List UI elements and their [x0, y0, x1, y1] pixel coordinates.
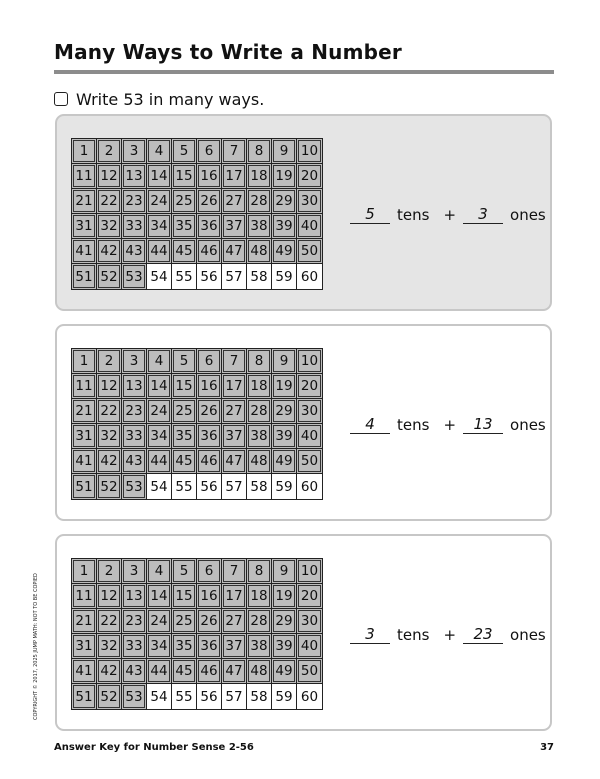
tens-label: tens [397, 206, 430, 224]
chart-cell[interactable]: 42 [97, 239, 122, 264]
question [54, 89, 264, 109]
chart-cell[interactable]: 59 [272, 474, 297, 499]
chart-cell[interactable]: 9 [272, 349, 297, 374]
chart-cell[interactable]: 10 [297, 559, 322, 584]
chart-cell[interactable]: 27 [222, 189, 247, 214]
problem-panel-1 [55, 114, 552, 311]
chart-cell[interactable]: 50 [297, 239, 322, 264]
chart-cell[interactable]: 17 [222, 164, 247, 189]
chart-cell[interactable]: 30 [297, 189, 322, 214]
chart-cell[interactable]: 54 [147, 264, 172, 289]
chart-cell[interactable]: 3 [122, 559, 147, 584]
chart-cell[interactable]: 56 [197, 684, 222, 709]
chart-cell[interactable]: 56 [197, 264, 222, 289]
chart-cell[interactable]: 46 [197, 449, 222, 474]
chart-cell[interactable]: 36 [197, 634, 222, 659]
chart-cell[interactable]: 58 [247, 474, 272, 499]
chart-cell[interactable]: 17 [222, 374, 247, 399]
chart-cell[interactable]: 43 [122, 659, 147, 684]
chart-cell[interactable]: 23 [122, 399, 147, 424]
chart-cell[interactable]: 36 [197, 424, 222, 449]
chart-cell[interactable]: 17 [222, 584, 247, 609]
chart-cell[interactable]: 48 [247, 449, 272, 474]
chart-cell[interactable]: 49 [272, 449, 297, 474]
chart-cell[interactable]: 33 [122, 214, 147, 239]
chart-cell[interactable]: 33 [122, 634, 147, 659]
chart-cell[interactable]: 2 [97, 559, 122, 584]
chart-cell[interactable]: 20 [297, 164, 322, 189]
chart-cell[interactable]: 60 [300, 478, 319, 495]
question-checkbox[interactable] [54, 92, 68, 106]
chart-cell[interactable]: 25 [172, 609, 197, 634]
chart-cell[interactable]: 34 [147, 634, 172, 659]
chart-cell[interactable]: 18 [247, 584, 272, 609]
chart-cell[interactable]: 7 [222, 349, 247, 374]
chart-cell[interactable]: 34 [147, 424, 172, 449]
problem-panel-3 [55, 534, 552, 731]
chart-cell[interactable]: 28 [247, 399, 272, 424]
chart-cell[interactable]: 42 [97, 659, 122, 684]
chart-cell[interactable]: 9 [272, 559, 297, 584]
tens-answer-blank[interactable]: 4 [350, 416, 390, 434]
chart-cell[interactable]: 57 [222, 264, 247, 289]
chart-cell[interactable]: 19 [272, 584, 297, 609]
chart-cell[interactable]: 32 [97, 634, 122, 659]
chart-cell[interactable]: 41 [72, 239, 97, 264]
chart-cell[interactable]: 14 [147, 374, 172, 399]
chart-cell[interactable]: 12 [97, 374, 122, 399]
chart-cell[interactable]: 15 [172, 374, 197, 399]
chart-cell[interactable]: 7 [222, 559, 247, 584]
chart-cell[interactable]: 18 [247, 164, 272, 189]
chart-cell[interactable]: 37 [222, 634, 247, 659]
tens-label: tens [397, 626, 430, 644]
footer-title: Answer Key for Number Sense 2-56 [54, 742, 254, 753]
chart-cell[interactable]: 48 [247, 239, 272, 264]
plus-sign: + [443, 206, 457, 224]
tens-answer-blank[interactable]: 3 [350, 626, 390, 644]
hundred-chart-3 [71, 558, 323, 710]
chart-cell[interactable]: 19 [272, 164, 297, 189]
chart-cell[interactable]: 21 [72, 189, 97, 214]
chart-cell[interactable]: 4 [147, 559, 172, 584]
chart-cell[interactable]: 48 [247, 659, 272, 684]
answer-line-3 [350, 626, 553, 644]
chart-cell[interactable]: 24 [147, 609, 172, 634]
chart-cell[interactable]: 13 [122, 164, 147, 189]
chart-cell[interactable]: 20 [297, 584, 322, 609]
chart-cell[interactable]: 11 [72, 374, 97, 399]
chart-cell[interactable]: 52 [97, 264, 122, 289]
chart-cell[interactable]: 58 [247, 264, 272, 289]
chart-cell[interactable]: 41 [72, 659, 97, 684]
chart-cell[interactable]: 41 [72, 449, 97, 474]
chart-cell[interactable]: 2 [97, 349, 122, 374]
chart-cell[interactable]: 55 [172, 684, 197, 709]
ones-answer-blank[interactable]: 23 [463, 626, 503, 644]
chart-cell[interactable]: 47 [222, 449, 247, 474]
chart-cell[interactable]: 57 [222, 474, 247, 499]
chart-cell[interactable]: 15 [172, 584, 197, 609]
chart-cell[interactable]: 13 [122, 584, 147, 609]
plus-sign: + [443, 416, 457, 434]
chart-cell[interactable]: 47 [222, 659, 247, 684]
chart-cell[interactable]: 35 [172, 214, 197, 239]
chart-cell[interactable]: 42 [97, 449, 122, 474]
chart-cell[interactable]: 26 [197, 189, 222, 214]
chart-cell[interactable]: 33 [122, 424, 147, 449]
chart-cell[interactable]: 3 [122, 349, 147, 374]
ones-label: ones [510, 626, 546, 644]
chart-cell[interactable]: 31 [72, 424, 97, 449]
chart-cell[interactable]: 38 [247, 424, 272, 449]
chart-cell[interactable]: 45 [172, 659, 197, 684]
chart-cell[interactable]: 38 [247, 214, 272, 239]
chart-cell[interactable]: 51 [72, 684, 97, 709]
chart-cell[interactable]: 4 [147, 139, 172, 164]
chart-cell[interactable]: 59 [272, 264, 297, 289]
chart-cell[interactable]: 51 [72, 264, 97, 289]
chart-cell[interactable]: 25 [172, 189, 197, 214]
chart-cell[interactable]: 49 [272, 659, 297, 684]
chart-cell[interactable]: 54 [147, 474, 172, 499]
tens-label: tens [397, 416, 430, 434]
chart-cell[interactable]: 7 [222, 139, 247, 164]
chart-cell[interactable]: 37 [222, 214, 247, 239]
chart-cell[interactable]: 57 [222, 684, 247, 709]
chart-cell[interactable]: 6 [197, 559, 222, 584]
problem-panel-2 [55, 324, 552, 521]
chart-cell[interactable]: 1 [72, 349, 97, 374]
chart-cell[interactable]: 43 [122, 239, 147, 264]
chart-cell[interactable]: 40 [297, 214, 322, 239]
chart-cell[interactable]: 36 [197, 214, 222, 239]
chart-cell[interactable]: 22 [97, 609, 122, 634]
chart-cell[interactable]: 6 [197, 139, 222, 164]
chart-cell[interactable]: 6 [197, 349, 222, 374]
chart-cell[interactable]: 12 [97, 584, 122, 609]
chart-cell[interactable]: 28 [247, 189, 272, 214]
chart-cell[interactable]: 16 [197, 374, 222, 399]
chart-cell[interactable]: 14 [147, 584, 172, 609]
ones-answer-blank[interactable]: 3 [463, 206, 503, 224]
chart-cell[interactable]: 45 [172, 239, 197, 264]
chart-cell[interactable]: 15 [172, 164, 197, 189]
hundred-chart-2 [71, 348, 323, 500]
chart-cell[interactable]: 32 [97, 424, 122, 449]
chart-cell[interactable]: 35 [172, 634, 197, 659]
chart-cell[interactable]: 26 [197, 399, 222, 424]
chart-cell[interactable]: 53 [122, 684, 147, 709]
title-underline [54, 70, 554, 74]
chart-cell[interactable]: 21 [72, 609, 97, 634]
chart-cell[interactable]: 12 [97, 164, 122, 189]
chart-cell[interactable]: 53 [122, 264, 147, 289]
chart-cell[interactable]: 9 [272, 139, 297, 164]
chart-cell[interactable]: 13 [122, 374, 147, 399]
ones-answer-blank[interactable]: 13 [463, 416, 503, 434]
chart-cell[interactable]: 38 [247, 634, 272, 659]
chart-cell[interactable]: 44 [147, 239, 172, 264]
chart-cell[interactable]: 28 [247, 609, 272, 634]
chart-cell[interactable]: 27 [222, 399, 247, 424]
chart-cell[interactable]: 23 [122, 609, 147, 634]
chart-cell[interactable]: 30 [297, 609, 322, 634]
chart-cell[interactable]: 51 [72, 474, 97, 499]
chart-cell[interactable]: 29 [272, 189, 297, 214]
chart-cell[interactable]: 31 [72, 634, 97, 659]
question-text: Write 53 in many ways. [76, 89, 265, 109]
chart-cell[interactable]: 8 [247, 139, 272, 164]
chart-cell[interactable]: 47 [222, 239, 247, 264]
chart-cell[interactable]: 5 [172, 349, 197, 374]
copyright-note: COPYRIGHT © 2017, 2025 JUMP MATH: NOT TO BE COPIED [33, 573, 39, 720]
page-number: 37 [540, 742, 554, 753]
chart-cell[interactable]: 29 [272, 609, 297, 634]
chart-cell[interactable]: 24 [147, 399, 172, 424]
chart-cell[interactable]: 54 [147, 684, 172, 709]
chart-cell[interactable]: 5 [172, 139, 197, 164]
chart-cell[interactable]: 14 [147, 164, 172, 189]
chart-cell[interactable]: 29 [272, 399, 297, 424]
page-title: Many Ways to Write a Number [54, 40, 402, 64]
chart-cell[interactable]: 52 [97, 474, 122, 499]
chart-cell[interactable]: 55 [172, 264, 197, 289]
chart-cell[interactable]: 10 [297, 139, 322, 164]
tens-answer-blank[interactable]: 5 [350, 206, 390, 224]
chart-cell[interactable]: 53 [122, 474, 147, 499]
chart-cell[interactable]: 1 [72, 559, 97, 584]
chart-cell[interactable]: 60 [300, 268, 319, 285]
chart-cell[interactable]: 44 [147, 449, 172, 474]
chart-cell[interactable]: 4 [147, 349, 172, 374]
chart-cell[interactable]: 49 [272, 239, 297, 264]
chart-cell[interactable]: 21 [72, 399, 97, 424]
chart-cell[interactable]: 56 [197, 474, 222, 499]
hundred-chart-1 [71, 138, 323, 290]
chart-cell[interactable]: 44 [147, 659, 172, 684]
chart-cell[interactable]: 39 [272, 214, 297, 239]
chart-cell[interactable]: 58 [247, 684, 272, 709]
chart-cell[interactable]: 40 [297, 634, 322, 659]
chart-cell[interactable]: 59 [272, 684, 297, 709]
chart-cell[interactable]: 43 [122, 449, 147, 474]
chart-cell[interactable]: 45 [172, 449, 197, 474]
chart-cell[interactable]: 8 [247, 559, 272, 584]
chart-cell[interactable]: 11 [72, 584, 97, 609]
ones-label: ones [510, 206, 546, 224]
chart-cell[interactable]: 24 [147, 189, 172, 214]
chart-cell[interactable]: 26 [197, 609, 222, 634]
chart-cell[interactable]: 55 [172, 474, 197, 499]
chart-cell[interactable]: 1 [72, 139, 97, 164]
answer-line-2 [350, 416, 553, 434]
chart-cell[interactable]: 27 [222, 609, 247, 634]
chart-cell[interactable]: 31 [72, 214, 97, 239]
chart-cell[interactable]: 39 [272, 424, 297, 449]
chart-cell[interactable]: 23 [122, 189, 147, 214]
chart-cell[interactable]: 19 [272, 374, 297, 399]
chart-cell[interactable]: 2 [97, 139, 122, 164]
chart-cell[interactable]: 39 [272, 634, 297, 659]
plus-sign: + [443, 626, 457, 644]
chart-cell[interactable]: 46 [197, 659, 222, 684]
chart-cell[interactable]: 46 [197, 239, 222, 264]
chart-cell[interactable]: 8 [247, 349, 272, 374]
chart-cell[interactable]: 50 [297, 449, 322, 474]
chart-cell[interactable]: 34 [147, 214, 172, 239]
chart-cell[interactable]: 18 [247, 374, 272, 399]
chart-cell[interactable]: 10 [297, 349, 322, 374]
chart-cell[interactable]: 50 [297, 659, 322, 684]
chart-cell[interactable]: 37 [222, 424, 247, 449]
chart-cell[interactable]: 35 [172, 424, 197, 449]
chart-cell[interactable]: 32 [97, 214, 122, 239]
chart-cell[interactable]: 16 [197, 584, 222, 609]
answer-line-1 [350, 206, 553, 224]
chart-cell[interactable]: 60 [300, 688, 319, 705]
chart-cell[interactable]: 3 [122, 139, 147, 164]
chart-cell[interactable]: 5 [172, 559, 197, 584]
chart-cell[interactable]: 22 [97, 189, 122, 214]
chart-cell[interactable]: 22 [97, 399, 122, 424]
chart-cell[interactable]: 40 [297, 424, 322, 449]
chart-cell[interactable]: 25 [172, 399, 197, 424]
chart-cell[interactable]: 16 [197, 164, 222, 189]
chart-cell[interactable]: 11 [72, 164, 97, 189]
chart-cell[interactable]: 52 [97, 684, 122, 709]
ones-label: ones [510, 416, 546, 434]
chart-cell[interactable]: 30 [297, 399, 322, 424]
chart-cell[interactable]: 20 [297, 374, 322, 399]
